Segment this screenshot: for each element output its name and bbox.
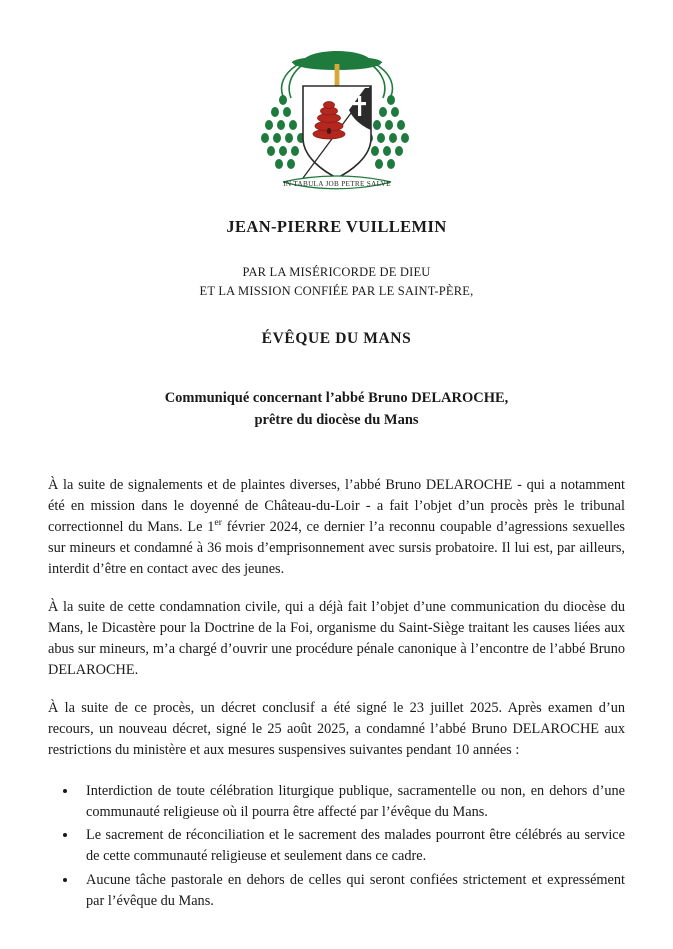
list-item: • Aucune tâche pastorale en dehors de celles qui seront confiées strictement et expressément par l’évêque du Mans.	[78, 870, 625, 912]
formula-block	[48, 263, 625, 302]
list-item: • Le sacrement de réconciliation et le sacrement des malades pourront être célébrés au service de cette communauté religieuse et seulement dans ce cadre.	[78, 825, 625, 867]
measures-list	[48, 781, 625, 911]
paragraph-1-part-2: février 2024, ce dernier l’a reconnu coupable d’agressions sexuelles sur mineurs et condamné à 36 mois d’emprisonnement avec sursis probatoire. Il lui est, par ailleurs, interdit d’être en contact avec des jeunes.	[48, 519, 625, 578]
coat-of-arms	[48, 30, 625, 195]
formula-line-1: PAR LA MISÉRICORDE DE DIEU	[242, 265, 431, 279]
subject-line-2: prêtre du diocèse du Mans	[254, 411, 419, 428]
paragraph-1-ordinal: er	[214, 517, 222, 529]
paragraph-1	[48, 475, 625, 580]
subject-block	[48, 388, 625, 432]
paragraph-1-part-1: À la suite de signalements et de plaintes diverses, l’abbé Bruno DELAROCHE - qui a notamment été en mission dans le doyenné de Château-du-Loir - a fait l’objet d’un procès près le tribunal correctionnel du Mans. Le 1	[48, 477, 625, 536]
list-item: • Interdiction de toute célébration liturgique publique, sacramentelle ou non, en dehors d’une communauté religieuse où il pourra être affecté par l’évêque du Mans.	[78, 781, 625, 823]
office-title: ÉVÊQUE DU MANS	[261, 329, 412, 347]
paragraph-2: À la suite de cette condamnation civile, qui a déjà fait l’objet d’une communication du diocèse du Mans, le Dicastère pour la Doctrine de la Foi, organisme du Saint-Siège traitant les causes liées aux abus sur mineurs, m’a chargé d’ouvrir une procédure pénale canonique à l’encontre de l’abbé Bruno DELAROCHE.	[48, 599, 625, 679]
shield	[303, 86, 371, 178]
motto-text: IN TABULA JOB PETRE SALVE	[282, 180, 391, 188]
motto-ribbon	[283, 176, 391, 189]
bishop-coat-of-arms-icon	[227, 30, 447, 195]
paragraph-3: À la suite de ce procès, un décret conclusif a été signé le 23 juillet 2025. Après examen d’un recours, un nouveau décret, signé le 25 août 2025, a condamné l’abbé Bruno DELAROCHE aux restrictions du ministère et aux mesures suspensives suivantes pendant 10 années :	[48, 700, 625, 759]
body-text	[48, 475, 625, 911]
formula-line-2: ET LA MISSION CONFIÉE PAR LE SAINT-PÈRE,	[199, 284, 474, 299]
subject-line-1: Communiqué concernant l’abbé Bruno DELAROCHE,	[164, 389, 509, 406]
bishop-name: JEAN-PIERRE VUILLEMIN	[226, 217, 447, 236]
